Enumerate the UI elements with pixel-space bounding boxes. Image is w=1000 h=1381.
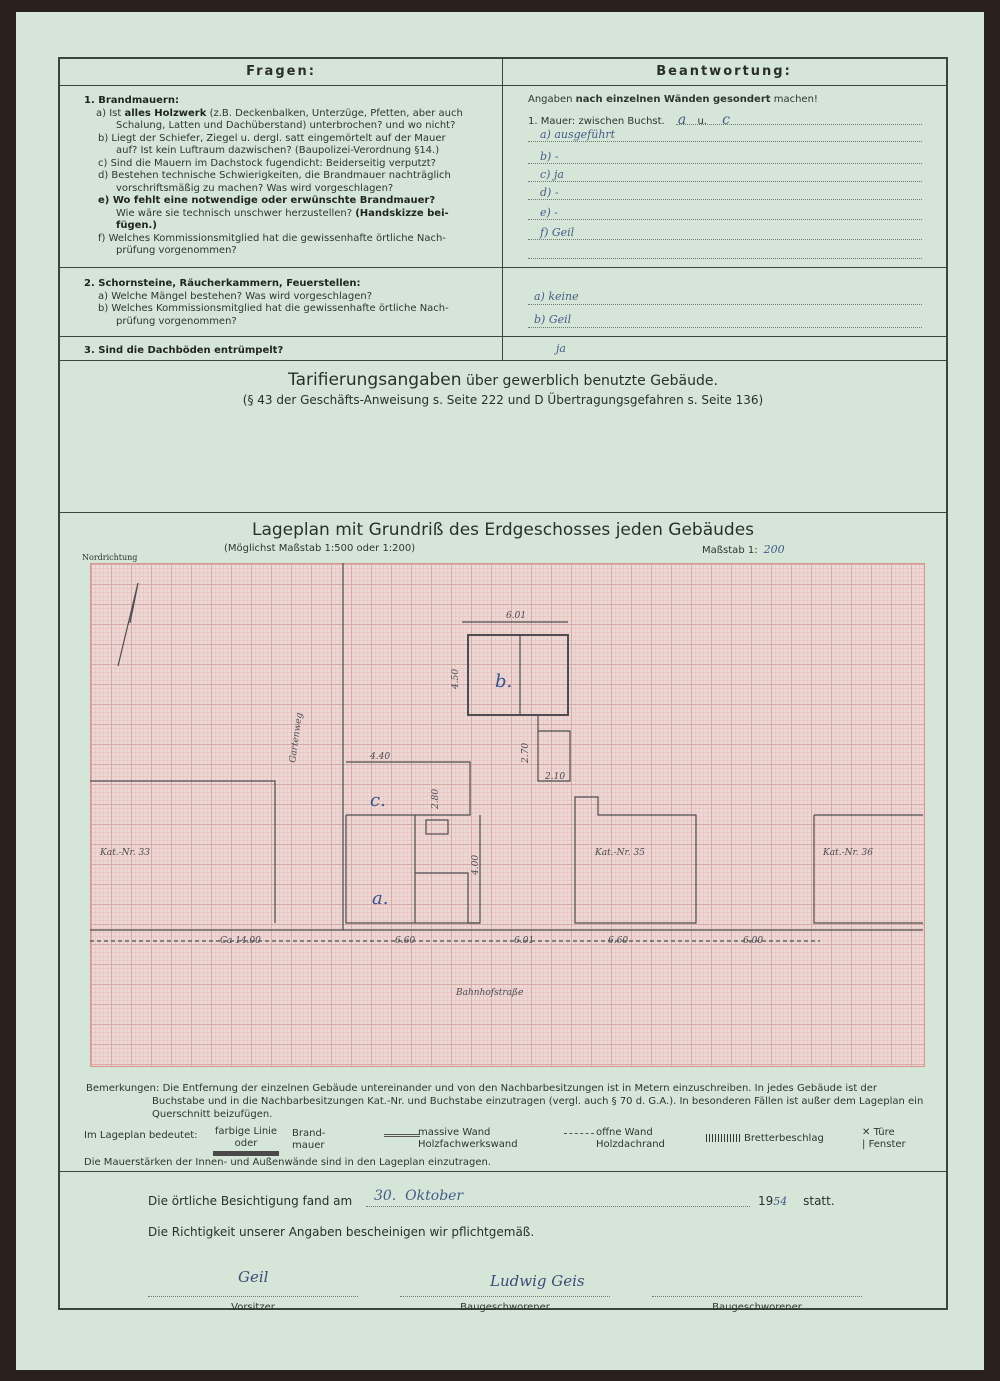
legend-intro: Im Lageplan bedeutet: <box>84 1130 198 1141</box>
answers-header: Beantwortung: <box>656 64 792 79</box>
tarif-title: Tarifierungsangaben über gewerblich benutzte Gebäude. <box>288 370 718 390</box>
answer-1-b: b) - <box>540 150 559 163</box>
legend-brandmauer: Brand- mauer <box>292 1128 326 1151</box>
answer-1-f: f) Geil <box>540 226 575 239</box>
answer-1-c: c) ja <box>540 168 564 181</box>
lageplan-subtitle: (Möglichst Maßstab 1:500 oder 1:200) <box>224 543 416 554</box>
role-baugeschworener-2: Baugeschworener <box>712 1302 802 1313</box>
dim-280: 2.80 <box>431 788 441 809</box>
legend-walls-note: Die Mauerstärken der Innen- und Außenwände sind in den Lageplan einzutragen. <box>84 1157 491 1168</box>
answer-1-wall: 1. Mauer: zwischen Buchst. a u. c <box>528 112 731 128</box>
header-divider <box>60 85 946 86</box>
inspection-line: Die örtliche Besichtigung fand am <box>148 1194 353 1208</box>
question-3: 3. Sind die Dachböden entrümpelt? <box>84 345 284 356</box>
dim-660b: 6.60 <box>608 936 629 946</box>
questions-header: Fragen: <box>246 64 316 79</box>
legend-farbig: farbige Linie oder <box>213 1126 279 1156</box>
label-main-street: Bahnhofstraße <box>456 988 524 998</box>
legend-bretter: Bretterbeschlag <box>744 1133 824 1144</box>
signature-2: Ludwig Geis <box>490 1272 585 1290</box>
year: 1954 statt. <box>758 1194 835 1208</box>
site-plan-drawing <box>90 563 923 1065</box>
dim-601b: 6.01 <box>514 936 535 946</box>
lageplan-title: Lageplan mit Grundriß des Erdgeschosses jeden Gebäudes <box>251 520 755 540</box>
answer-2b: b) Geil <box>534 313 572 326</box>
label-b: b. <box>495 671 513 692</box>
dim-400: 4.00 <box>471 854 481 875</box>
label-a: a. <box>372 888 389 909</box>
role-baugeschworener-1: Baugeschworener <box>460 1302 550 1313</box>
legend-open: offne Wand Holzdachrand <box>596 1127 665 1150</box>
label-kat33: Kat.-Nr. 33 <box>100 848 150 858</box>
answer-1-intro: Angaben nach einzelnen Wänden gesondert machen! <box>528 94 818 105</box>
dim-660a: 6.60 <box>395 936 416 946</box>
label-kat35: Kat.-Nr. 35 <box>595 848 645 858</box>
tarif-subtitle: (§ 43 der Geschäfts-Anweisung s. Seite 222 und D Übertragungsgefahren s. Seite 136) <box>242 393 764 407</box>
north-arrow <box>118 583 138 666</box>
answer-1-e: e) - <box>540 206 559 219</box>
inspection-date: 30. Oktober <box>374 1188 464 1204</box>
signature-1: Geil <box>238 1268 269 1286</box>
label-kat36: Kat.-Nr. 36 <box>823 848 873 858</box>
role-vorsitzer: Vorsitzer <box>231 1302 275 1313</box>
legend-door: ✕ Türe | Fenster <box>862 1127 906 1150</box>
north-label: Nordrichtung <box>82 553 138 562</box>
label-side-street: Gartenweg <box>288 712 305 764</box>
answer-2a: a) keine <box>534 290 579 303</box>
wall-to: c <box>722 112 731 128</box>
remarks: Bemerkungen: Die Entfernung der einzelnen Gebäude untereinander und von den Nachbarbesitzungen ist in Metern einzuschreiben. In jedes Gebäude ist der Buchstabe und in die Nachbarbesitzungen Kat.-Nr. und Buchstabe einzutragen (vergl. auch § 70 d. G.A.). In besonderen Fällen ist außer dem Lageplan ein Querschnitt beizufügen. <box>86 1083 924 1120</box>
question-1: 1. Brandmauern: a) Ist alles Holzwerk (z.B. Deckenbalken, Unterzüge, Pfetten, aber auch Schalung, Latten und Dachüberstand) unterbrochen? und wo nicht? b) Liegt der Schiefer, Ziegel u. dergl. satt eingemörtelt auf der Mauer auf? Ist kein Luftraum dazwischen? (Baupolizei-Verordnung §14.) c) Sind die Mauern im Dachstock fugendicht: Beiderseitig verputzt? d) Bestehen technische Schwierigkeiten, die Brandmauer nachträglich vorschriftsmäßig zu machen? Was wird vorgeschlagen? e) Wo fehlt eine notwendige oder erwünschte Brandmauer? Wie wäre sie technisch unschwer herzustellen? (Handskizze bei- fügen.) f) Welches Kommissionsmitglied hat die gewissenhafte örtliche Nach- prüfung vorgenommen? <box>84 95 463 256</box>
dim-601-top: 6.01 <box>506 611 527 621</box>
certification: Die Richtigkeit unserer Angaben bescheinigen wir pflichtgemäß. <box>148 1225 535 1239</box>
dim-450: 4.50 <box>451 668 461 689</box>
legend-walls: massive Wand Holzfachwerkswand <box>418 1127 518 1150</box>
answer-1-a: a) ausgeführt <box>540 128 616 141</box>
question-2: 2. Schornsteine, Räucherkammern, Feuerstellen: a) Welche Mängel bestehen? Was wird vorgeschlagen? b) Welches Kommissionsmitglied hat die gewissenhafte örtliche Nach- prüfung vorgenommen? <box>84 278 449 327</box>
dim-ca: Ca 14.00 <box>220 936 261 946</box>
dim-600: 6.00 <box>743 936 764 946</box>
dim-270: 2.70 <box>521 742 531 763</box>
dim-440: 4.40 <box>370 752 391 762</box>
answer-3: ja <box>556 342 566 355</box>
q1-title: 1. Brandmauern: <box>84 95 179 106</box>
scale: Maßstab 1: 200 <box>702 543 785 556</box>
column-divider <box>502 59 503 360</box>
answer-1-d: d) - <box>540 186 559 199</box>
label-c: c. <box>370 790 386 811</box>
wall-from: a <box>677 112 687 128</box>
dim-210: 2.10 <box>545 772 566 782</box>
